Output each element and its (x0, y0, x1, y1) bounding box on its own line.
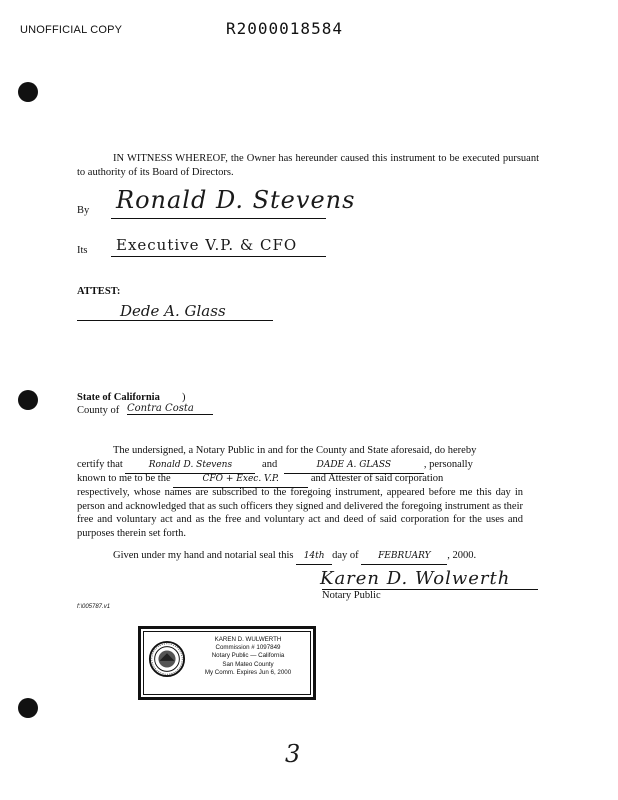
given-text: Given under my hand and notarial seal this (113, 550, 294, 561)
its-value: Executive V.P. & CFO (116, 236, 298, 254)
stamp-county: San Mateo County (222, 660, 274, 668)
attest-label: ATTEST: (77, 286, 121, 297)
officer1-name: Ronald D. Stevens (125, 459, 255, 474)
stamp-commission: Commission # 1097849 (215, 644, 281, 652)
notary-body: respectively, whose names are subscribed to the foregoing instrument, appeared before me this day in person and acknowledged that as such officers they signed and delivered the foregoing instrument as their free and voluntary act and as the free and voluntary act and deed of said corporation for the uses and purposes therein set forth. (77, 487, 523, 539)
punch-hole (18, 390, 38, 410)
year-text: , 2000. (447, 550, 477, 561)
document-number: R2000018584 (226, 19, 343, 38)
stamp-expires: My Comm. Expires Jun 6, 2000 (204, 668, 292, 676)
state-label: State of California (77, 392, 160, 403)
title1-value: CFO + Exec. V.P. (173, 473, 308, 488)
day-of-text: day of (332, 550, 359, 561)
notary-signature: Karen D. Wolwerth (320, 568, 511, 589)
its-line (111, 256, 326, 257)
notary-stamp (138, 626, 316, 700)
certify-that-text: certify that (77, 459, 123, 470)
page-number: 3 (285, 740, 301, 768)
known-text: known to me to be the (77, 473, 171, 484)
witness-paragraph: IN WITNESS WHEREOF, the Owner has hereunder caused this instrument to be executed pursuant to authority of its Board of Directors. (77, 153, 539, 178)
day-value: 14th (296, 550, 332, 565)
month-value: FEBRUARY (361, 550, 447, 565)
venue-paren: ) (182, 392, 186, 403)
county-label: County of (77, 405, 120, 416)
by-signature: Ronald D. Stevens (116, 186, 356, 214)
stamp-title: Notary Public — California (211, 652, 285, 660)
attest-signature-line (77, 320, 273, 321)
punch-hole (18, 698, 38, 718)
by-label: By (77, 205, 90, 216)
state-seal-icon (148, 640, 186, 678)
by-signature-line (111, 218, 326, 219)
its-label: Its (77, 245, 88, 256)
notary-public-label: Notary Public (322, 590, 381, 601)
notary-intro: The undersigned, a Notary Public in and for the County and State aforesaid, do hereby (113, 445, 477, 456)
document-code: f:\005787.v1 (77, 604, 111, 610)
and-text: and (262, 459, 278, 470)
punch-hole (18, 82, 38, 102)
attester-text: and Attester of said corporation (310, 473, 444, 484)
attest-signature: Dede A. Glass (120, 302, 226, 320)
unofficial-copy-label: UNOFFICIAL COPY (20, 24, 123, 36)
county-value: Contra Costa (127, 403, 213, 415)
given-line (113, 549, 553, 565)
stamp-name: KAREN D. WULWERTH (214, 636, 282, 643)
officer2-name: DADE A. GLASS (284, 459, 424, 474)
personally-text: , personally (423, 459, 473, 470)
